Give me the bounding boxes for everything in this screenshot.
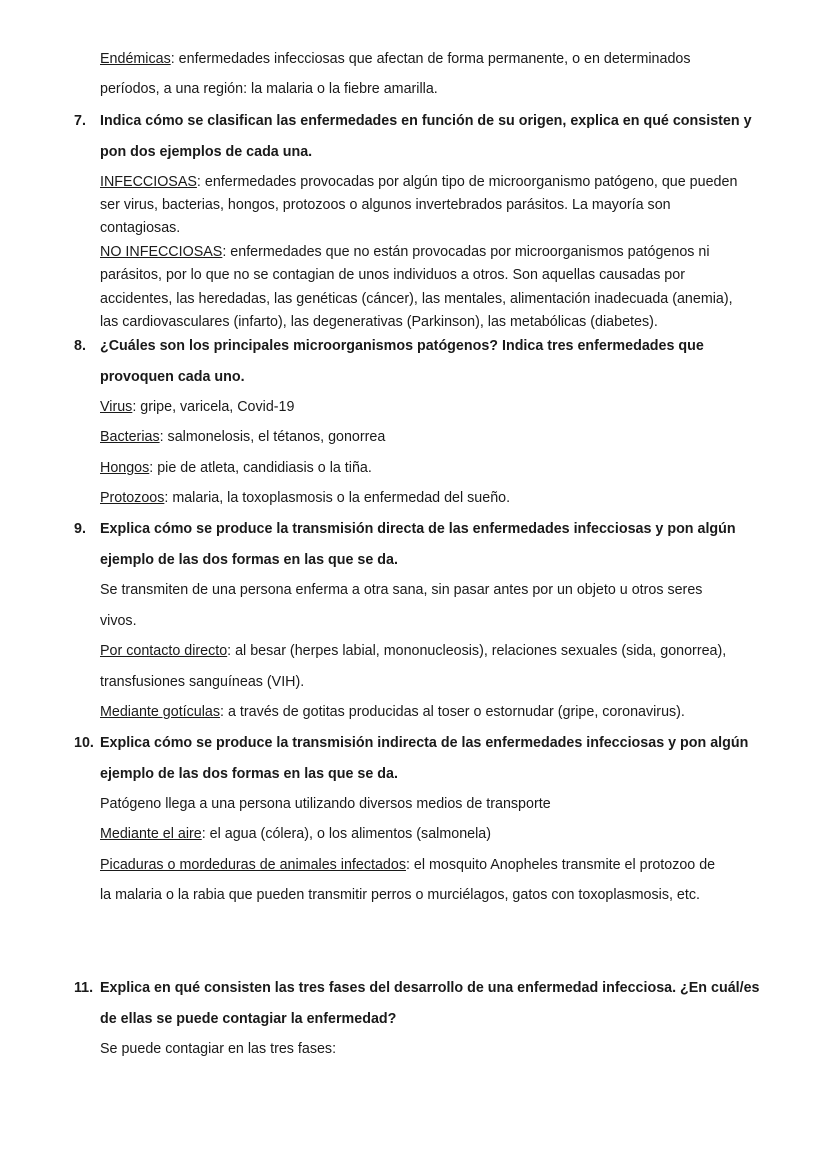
no-infecciosas-line-1 xyxy=(100,244,710,260)
question-9-line-2: ejemplo de las dos formas en las que se da. xyxy=(100,552,398,568)
protozoos-term: Protozoos xyxy=(100,490,165,506)
contacto-directo-term: Por contacto directo xyxy=(100,643,228,659)
question-9-number: 9. xyxy=(74,521,86,537)
endemicas-line-2: períodos, a una región: la malaria o la fiebre amarilla. xyxy=(100,81,438,97)
infecciosas-line-1 xyxy=(100,174,737,190)
infecciosas-text-1: : enfermedades provocadas por algún tipo de microorganismo patógeno, que pueden xyxy=(196,174,738,190)
hongos-text: : pie de atleta, candidiasis o la tiña. xyxy=(149,460,372,476)
virus-text: : gripe, varicela, Covid-19 xyxy=(132,399,295,415)
question-9-line-1: Explica cómo se produce la transmisión directa de las enfermedades infecciosas y pon algún xyxy=(100,521,736,537)
question-9-answer-line-2: vivos. xyxy=(100,613,137,629)
question-10-line-2: ejemplo de las dos formas en las que se da. xyxy=(100,766,398,782)
virus-line xyxy=(100,399,294,415)
contacto-directo-line-2: transfusiones sanguíneas (VIH). xyxy=(100,674,305,690)
question-8-number: 8. xyxy=(74,338,86,354)
bacterias-line xyxy=(100,429,385,445)
virus-term: Virus xyxy=(100,399,133,415)
contacto-directo-line-1 xyxy=(100,643,726,659)
aire-text: : el agua (cólera), o los alimentos (salmonela) xyxy=(201,826,491,842)
question-8-line-1: ¿Cuáles son los principales microorganismos patógenos? Indica tres enfermedades que xyxy=(100,338,704,354)
question-7-number: 7. xyxy=(74,113,86,129)
question-11-line-1: Explica en qué consisten las tres fases del desarrollo de una enfermedad infecciosa. ¿En cuál/es xyxy=(100,980,760,996)
goticulas-text: : a través de gotitas producidas al toser o estornudar (gripe, coronavirus). xyxy=(220,704,685,720)
endemicas-text-1: : enfermedades infecciosas que afectan de forma permanente, o en determinados xyxy=(170,51,691,67)
picaduras-line-1 xyxy=(100,857,715,873)
goticulas-line xyxy=(100,704,685,720)
question-10-number: 10. xyxy=(74,735,94,751)
no-infecciosas-line-2: parásitos, por lo que no se contagian de unos individuos a otros. Son aquellas causadas por xyxy=(100,267,685,283)
no-infecciosas-line-4: las cardiovasculares (infarto), las degenerativas (Parkinson), las metabólicas (diabetes). xyxy=(100,314,658,330)
contacto-directo-text-1: : al besar (herpes labial, mononucleosis), relaciones sexuales (sida, gonorrea), xyxy=(227,643,727,659)
question-7-line-2: pon dos ejemplos de cada una. xyxy=(100,144,313,160)
endemicas-term: Endémicas xyxy=(100,51,171,67)
question-10-line-1: Explica cómo se produce la transmisión indirecta de las enfermedades infecciosas y pon algún xyxy=(100,735,749,751)
bacterias-text: : salmonelosis, el tétanos, gonorrea xyxy=(159,429,386,445)
bacterias-term: Bacterias xyxy=(100,429,160,445)
question-11-line-2: de ellas se puede contagiar la enfermedad? xyxy=(100,1011,397,1027)
infecciosas-line-2: ser virus, bacterias, hongos, protozoos o algunos invertebrados parásitos. La mayoría son xyxy=(100,197,671,213)
infecciosas-term: INFECCIOSAS xyxy=(100,174,197,190)
picaduras-line-2: la malaria o la rabia que pueden transmitir perros o murciélagos, gatos con toxoplasmosis, etc. xyxy=(100,887,700,903)
protozoos-line xyxy=(100,490,510,506)
goticulas-term: Mediante gotículas xyxy=(100,704,221,720)
question-7-line-1: Indica cómo se clasifican las enfermedades en función de su origen, explica en qué consisten y xyxy=(100,113,752,129)
no-infecciosas-text-1: : enfermedades que no están provocadas por microorganismos patógenos ni xyxy=(222,244,710,260)
no-infecciosas-term: NO INFECCIOSAS xyxy=(100,244,223,260)
picaduras-term: Picaduras o mordeduras de animales infectados xyxy=(100,857,406,873)
infecciosas-line-3: contagiosas. xyxy=(100,220,181,236)
question-8-line-2: provoquen cada uno. xyxy=(100,369,245,385)
no-infecciosas-line-3: accidentes, las heredadas, las genéticas (cáncer), las mentales, alimentación inadecuada (anemia), xyxy=(100,291,733,307)
aire-line xyxy=(100,826,491,842)
hongos-term: Hongos xyxy=(100,460,150,476)
question-11-number: 11. xyxy=(74,980,94,996)
question-9-answer-line-1: Se transmiten de una persona enferma a otra sana, sin pasar antes por un objeto u otros seres xyxy=(100,582,703,598)
picaduras-text-1: : el mosquito Anopheles transmite el protozoo de xyxy=(405,857,716,873)
question-11-answer-line-1: Se puede contagiar en las tres fases: xyxy=(100,1041,337,1057)
protozoos-text: : malaria, la toxoplasmosis o la enfermedad del sueño. xyxy=(164,490,511,506)
hongos-line xyxy=(100,460,372,476)
question-10-answer-line-1: Patógeno llega a una persona utilizando diversos medios de transporte xyxy=(100,796,551,812)
endemicas-line-1 xyxy=(100,51,691,67)
aire-term: Mediante el aire xyxy=(100,826,202,842)
